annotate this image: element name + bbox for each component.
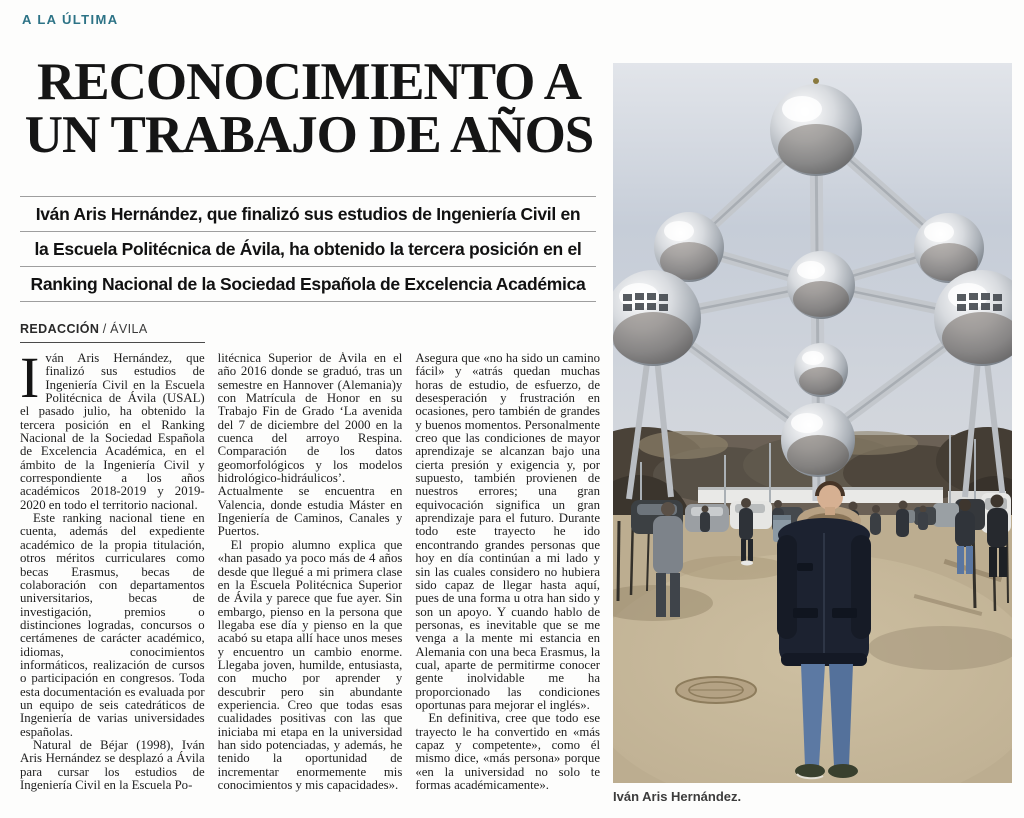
photo-caption: Iván Aris Hernández.: [613, 789, 742, 804]
column-3: [415, 352, 600, 816]
article-headline: [20, 53, 598, 164]
article-paragraph: Natural de Béjar (1998), Iván Aris Hernández se desplazó a Ávila para cursar los estudios de Ingeniería Civil en la Escuela Po-: [20, 737, 205, 792]
standfirst: [20, 196, 596, 302]
byline-location: ÁVILA: [110, 322, 148, 336]
column-1: [20, 352, 205, 816]
article-paragraph: El propio alumno explica que «han pasado ya poco más de 4 años desde que llegué a mi primera clase en la Escuela Politécnica Superior de Ávila y parece que fue ayer. Sin embargo, pienso en la persona que llegaba ese día y pienso en la que acabó su etapa allí hace unos meses y encuentro un cambio enorme. Llegaba joven, humilde, entusiasta, con mucho por aprender y descubrir pero sin abundante experiencia. Creo que todas esas cualidades positivas con las que iniciaba mi etapa en la universidad han sido potenciadas, y además, he tenido la oportunidad de incrementar enormemente mis conocimientos y mis capacidades».: [217, 537, 403, 792]
headline-line-1: RECONOCIMIENTO A: [36, 53, 582, 111]
article-paragraph: Asegura que «no ha sido un camino fácil» y «atrás quedan muchas horas de estudio, de esfuerzo, de desesperación y frustración en ocasiones, pero también de grandes y buenos momentos. Personalmente creo que las condiciones de mayor aprendizaje se alcanzan bajo una cierta presión y exigencia y, por supuesto, también provienen de nuestros errores; una gran equivocación significa un gran aprendizaje para el futuro. Durante todo este trayecto he ido encontrando grandes personas que hoy en día continúan a mi lado y sin las cuales considero no hubiera sido capaz de llegar hasta aquí, pues de una forma u otra han sido y son un apoyo. Y cuando hablo de personas, es inevitable que se me venga a la mente mi estancia en Alemania con una beca Erasmus, la cual, aparte de permitirme conocer gente inolvidable me ha proporcionado las condiciones oportunas para mejorar el inglés».: [415, 352, 600, 712]
byline-author: REDACCIÓN: [20, 322, 100, 336]
headline-line-2: UN TRABAJO DE AÑOS: [24, 106, 594, 164]
article-paragraph: Este ranking nacional tiene en cuenta, además del expediente académico de la propia titulación, otros méritos curriculares como becas Erasmus, becas de colaboración con departamentos universitarios, becas de investigación, premios o distinciones logradas, concursos o certámenes de carácter académico, idiomas, conocimientos informáticos, realización de cursos o participación en congresos. Toda esta documentación es evaluada por un equipo de seis catedráticos de Ingeniería de varias universidades españolas.: [20, 511, 205, 739]
article-paragraph: litécnica Superior de Ávila en el año 2016 donde se graduó, tras un semestre en Hannover (Alemania)y con Matrícula de Honor en su Trabajo Fin de Grado ‘La avenida del 7 de diciembre del 2000 en la cuenca del arroyo Respina. Comparación de los datos geomorfológicos y los modelos hidrológico-hidráulicos’. Actualmente se encuentra en Valencia, donde estudia Máster en Ingeniería de Caminos, Canales y Puertos.: [217, 352, 403, 539]
manhole-cover: [676, 677, 756, 703]
section-kicker: A LA ÚLTIMA: [22, 12, 119, 27]
article-body: [20, 352, 600, 816]
byline: [20, 322, 205, 343]
standfirst-line: Ranking Nacional de la Sociedad Española de Excelencia Académica: [20, 267, 596, 302]
drop-cap: I: [20, 352, 40, 410]
article-paragraph: En definitiva, cree que todo ese trayecto le ha convertido en «más capaz y competente», como él mismo dice, «más persona» porque «en la universidad no solo te formas académicamente».: [415, 711, 600, 792]
column-2: [218, 352, 403, 816]
article-paragraph: Iván Aris Hernández, que finalizó sus estudios de Ingeniería Civil en la Escuela Politécnica de Ávila (USAL) el pasado julio, ha obtenido la tercera posición en el Ranking Nacional de la Sociedad Española de Excelencia Académica, en el ámbito de la Ingeniería Civil y correspondiente a los años académicos 2018-2019 y 2019-2020 en todo el territorio nacional.: [20, 352, 205, 512]
standfirst-line: Iván Aris Hernández, que finalizó sus estudios de Ingeniería Civil en: [20, 197, 596, 232]
standfirst-line: la Escuela Politécnica de Ávila, ha obtenido la tercera posición en el: [20, 232, 596, 267]
article-photo-atomium: [613, 63, 1012, 783]
byline-separator: /: [102, 322, 107, 336]
